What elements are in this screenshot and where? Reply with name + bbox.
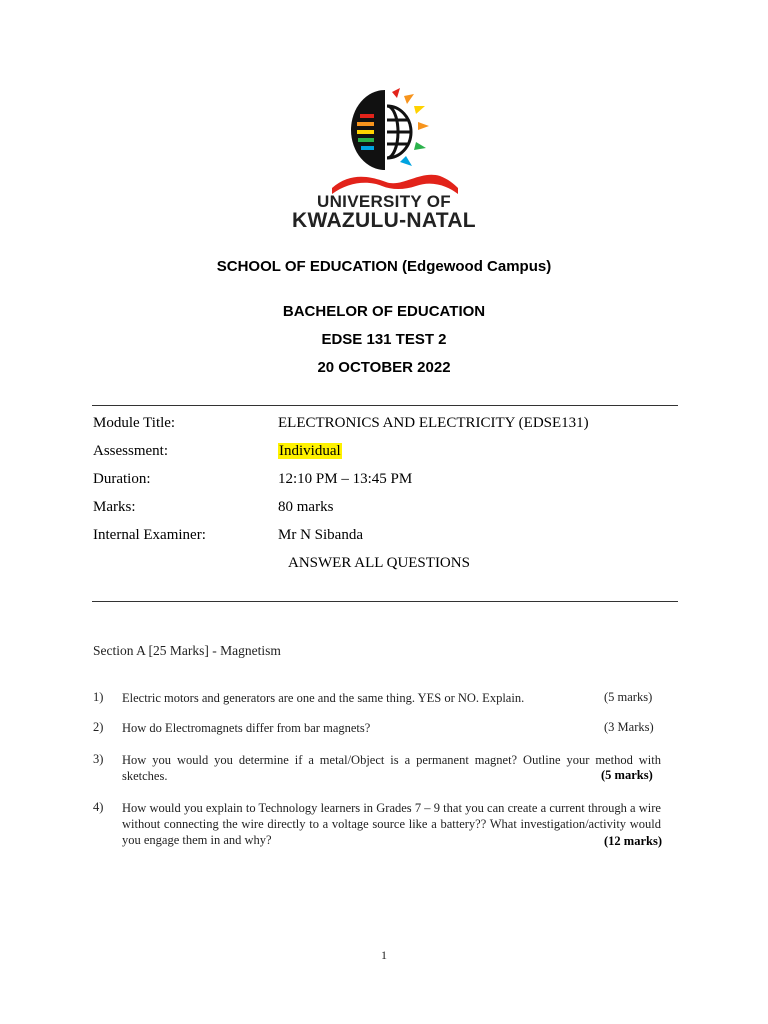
examiner-label: Internal Examiner: [93,527,206,543]
question-number: 1) [93,690,104,704]
page-number: 1 [381,948,387,962]
question-number: 4) [93,800,104,814]
marks-label: Marks: [93,499,136,515]
bottom-divider [92,601,678,602]
university-name-line2: KWAZULU-NATAL [292,209,476,232]
school-heading: SCHOOL OF EDUCATION (Edgewood Campus) [216,258,552,275]
top-divider [92,405,678,406]
university-name-line1: UNIVERSITY OF [317,192,451,211]
date-heading: 20 OCTOBER 2022 [317,359,451,376]
duration-value: 12:10 PM – 13:45 PM [278,471,413,487]
question-marks: (5 marks) [604,690,653,704]
module-title-value: ELECTRONICS AND ELECTRICITY (EDSE131) [278,415,589,431]
degree-heading: BACHELOR OF EDUCATION [282,303,486,320]
test-heading: EDSE 131 TEST 2 [321,331,447,348]
assessment-value: Individual [279,443,341,459]
section-title: Section A [25 Marks] - Magnetism [93,643,281,658]
question-text: How you would you determine if a metal/Object is a permanent magnet? Outline your method with sketches. [122,753,661,783]
assessment-value-wrap [278,443,342,460]
marks-value: 80 marks [278,499,334,515]
assessment-label: Assessment: [93,443,168,459]
module-title-label: Module Title: [93,415,176,431]
question-marks: (12 marks) [604,834,662,848]
question-text: How would you explain to Technology learners in Grades 7 – 9 that you can create a current through a wire without connecting the wire directly to a voltage source like a battery?? What investigation/activity would you engage them in and why? [122,801,661,847]
ukzn-logo [330,84,470,194]
question-text: How do Electromagnets differ from bar magnets? [122,721,371,735]
question-marks: (5 marks) [601,768,653,782]
question-number: 2) [93,720,104,734]
duration-label: Duration: [93,471,151,487]
instruction: ANSWER ALL QUESTIONS [288,555,470,571]
question-text: Electric motors and generators are one and the same thing. YES or NO. Explain. [122,691,525,705]
examiner-value: Mr N Sibanda [278,527,363,543]
globe-icon [387,106,412,158]
question-number: 3) [93,752,104,766]
question-marks: (3 Marks) [604,720,654,734]
